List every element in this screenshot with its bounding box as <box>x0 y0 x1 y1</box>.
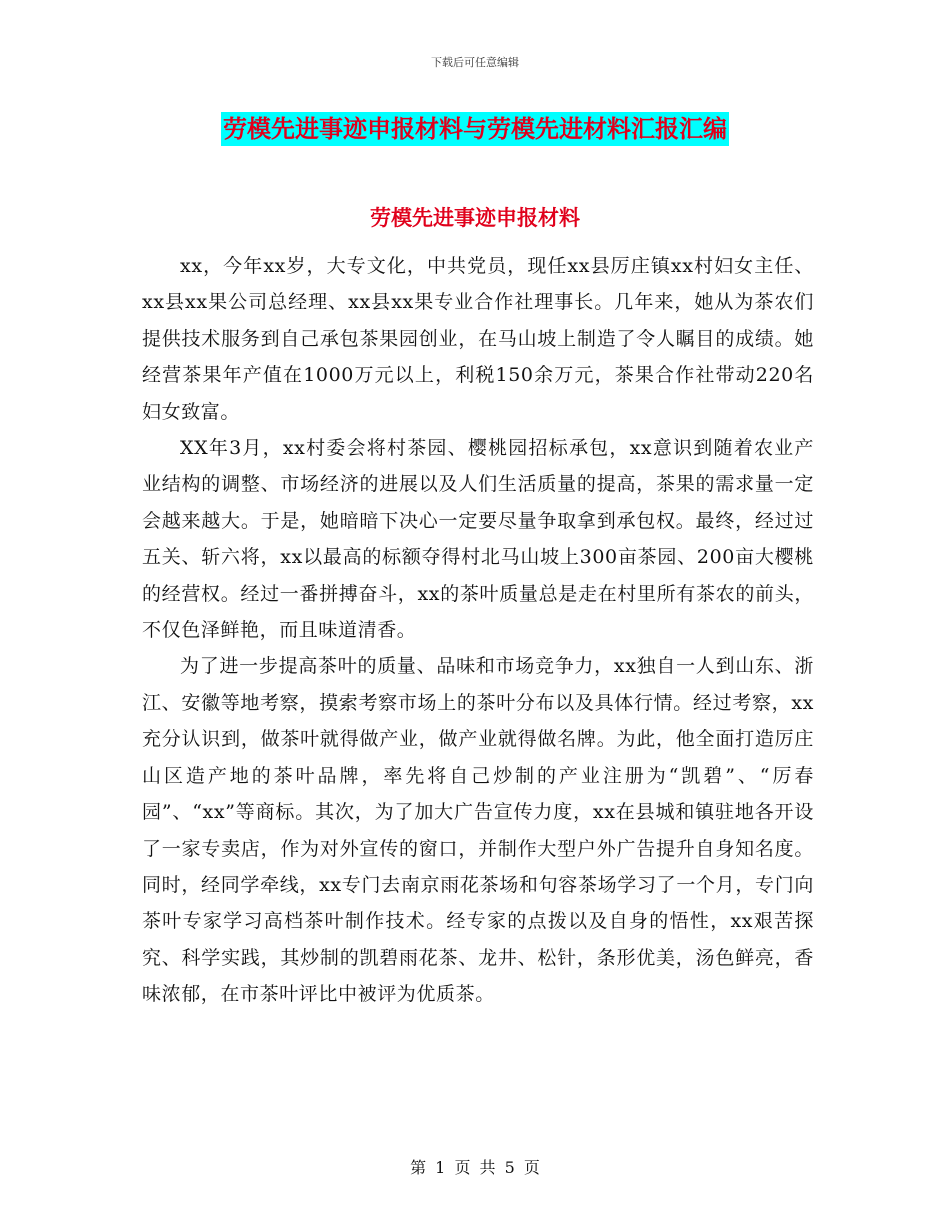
document-title: 劳模先进事迹申报材料与劳模先进材料汇报汇编 <box>221 112 729 146</box>
page-header-note: 下载后可任意编辑 <box>431 56 519 69</box>
document-body <box>142 248 814 1013</box>
page-number-footer: 第 1 页 共 5 页 <box>410 1158 540 1177</box>
paragraph: xx，今年xx岁，大专文化，中共党员，现任xx县厉庄镇xx村妇女主任、xx县xx果公司总经理、xx县xx果专业合作社理事长。几年来，她从为茶农们提供技术服务到自己承包茶果园创业，在马山坡上制造了令人瞩目的成绩。她经营茶果年产值在1000万元以上，利税150余万元，茶果合作社带动220名妇女致富。 <box>142 255 814 423</box>
section-title: 劳模先进事迹申报材料 <box>370 206 580 230</box>
paragraph: XX年3月，xx村委会将村茶园、樱桃园招标承包，xx意识到随着农业产业结构的调整、市场经济的进展以及人们生活质量的提高，茶果的需求量一定会越来越大。于是，她暗暗下决心一定要尽量争取拿到承包权。最终，经过过五关、斩六将，xx以最高的标额夺得村北马山坡上300亩茶园、200亩大樱桃的经营权。经过一番拼搏奋斗，xx的茶叶质量总是走在村里所有茶农的前头，不仅色泽鲜艳，而且味道清香。 <box>142 437 814 642</box>
paragraph: 为了进一步提高茶叶的质量、品味和市场竞争力，xx独自一人到山东、浙江、安徽等地考察，摸索考察市场上的茶叶分布以及具体行情。经过考察，xx充分认识到，做茶叶就得做产业，做产业就得做名牌。为此，他全面打造厉庄山区造产地的茶叶品牌，率先将自己炒制的产业注册为“凯碧”、“厉春园”、“xx”等商标。其次，为了加大广告宣传力度，xx在县城和镇驻地各开设了一家专卖店，作为对外宣传的窗口，并制作大型户外广告提升自身知名度。同时，经同学牵线，xx专门去南京雨花茶场和句容茶场学习了一个月，专门向茶叶专家学习高档茶叶制作技术。经专家的点拨以及自身的悟性，xx艰苦探究、科学实践，其炒制的凯碧雨花茶、龙井、松针，条形优美，汤色鲜亮，香味浓郁，在市茶叶评比中被评为优质茶。 <box>142 655 814 1006</box>
document-title-container <box>0 112 950 146</box>
